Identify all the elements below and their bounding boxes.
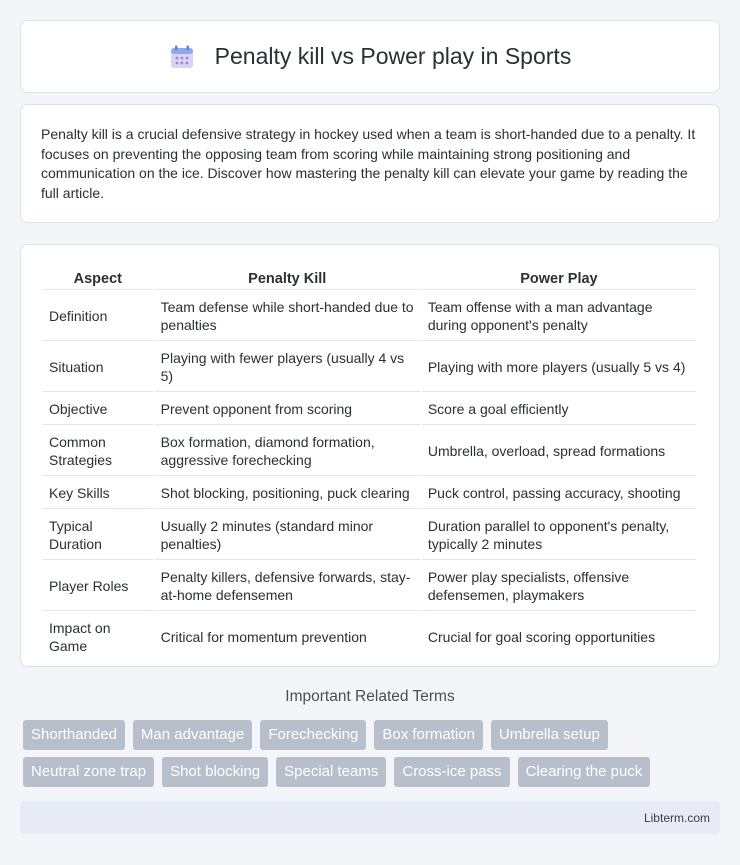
power-play-cell: Puck control, passing accuracy, shooting [422, 478, 696, 509]
power-play-cell: Umbrella, overload, spread formations [422, 427, 696, 476]
tag-special-teams[interactable]: Special teams [276, 757, 386, 787]
related-terms-title: Important Related Terms [285, 688, 455, 705]
aspect-cell: Player Roles [43, 562, 153, 611]
penalty-kill-cell: Shot blocking, positioning, puck clearing [155, 478, 420, 509]
header-aspect: Aspect [43, 267, 153, 290]
table-row [43, 478, 696, 509]
tag-shorthanded[interactable]: Shorthanded [23, 720, 125, 750]
power-play-cell: Duration parallel to opponent's penalty, typically 2 minutes [422, 511, 696, 560]
tag-man-advantage[interactable]: Man advantage [133, 720, 252, 750]
aspect-cell: Objective [43, 394, 153, 425]
intro-card [20, 104, 720, 223]
footer-site-link[interactable]: Libterm.com [643, 810, 710, 825]
tag-box-formation[interactable]: Box formation [374, 720, 483, 750]
power-play-cell: Power play specialists, offensive defensemen, playmakers [422, 562, 696, 611]
related-terms-list [23, 720, 723, 787]
tag-shot-blocking[interactable]: Shot blocking [162, 757, 268, 787]
penalty-kill-cell: Team defense while short-handed due to penalties [155, 292, 420, 341]
aspect-cell: Common Strategies [43, 427, 153, 476]
aspect-cell: Definition [43, 292, 153, 341]
penalty-kill-cell: Penalty killers, defensive forwards, stay-at-home defensemen [155, 562, 420, 611]
page-title: Penalty kill vs Power play in Sports [214, 43, 572, 69]
aspect-cell: Situation [43, 343, 153, 392]
tag-cross-ice-pass[interactable]: Cross-ice pass [394, 757, 509, 787]
table-header-row [43, 267, 696, 290]
tag-neutral-zone-trap[interactable]: Neutral zone trap [23, 757, 154, 787]
comparison-table [41, 265, 698, 663]
penalty-kill-cell: Playing with fewer players (usually 4 vs 5) [155, 343, 420, 392]
comparison-table-card [20, 244, 720, 667]
table-row [43, 394, 696, 425]
penalty-kill-cell: Prevent opponent from scoring [155, 394, 420, 425]
power-play-cell: Score a goal efficiently [422, 394, 696, 425]
footer [20, 801, 720, 834]
table-row [43, 427, 696, 476]
table-row [43, 613, 696, 661]
intro-text: Penalty kill is a crucial defensive strategy in hockey used when a team is short-handed due to a penalty. It focuses on preventing the opposing team from scoring while maintaining strong positioning and communication on the ice. Discover how mastering the penalty kill can elevate your game by reading the full article. [41, 126, 696, 201]
penalty-kill-cell: Box formation, diamond formation, aggressive forechecking [155, 427, 420, 476]
table-row [43, 292, 696, 341]
aspect-cell: Impact on Game [49, 620, 111, 654]
tag-clearing-the-puck[interactable]: Clearing the puck [518, 757, 651, 787]
tag-forechecking[interactable]: Forechecking [260, 720, 366, 750]
tag-umbrella-setup[interactable]: Umbrella setup [491, 720, 608, 750]
calendar-icon [169, 44, 195, 70]
header-card [20, 20, 720, 93]
table-row [43, 343, 696, 392]
table-row [43, 511, 696, 560]
aspect-cell: Key Skills [43, 478, 153, 509]
penalty-kill-cell: Critical for momentum prevention [160, 629, 367, 645]
power-play-cell: Team offense with a man advantage during opponent's penalty [422, 292, 696, 341]
header-power-play: Power Play [422, 267, 696, 290]
header-penalty-kill: Penalty Kill [155, 267, 420, 290]
power-play-cell: Playing with more players (usually 5 vs 4) [422, 343, 696, 392]
penalty-kill-cell: Usually 2 minutes (standard minor penalties) [155, 511, 420, 560]
aspect-cell: Typical Duration [43, 511, 153, 560]
power-play-cell: Crucial for goal scoring opportunities [427, 629, 656, 645]
table-row [43, 562, 696, 611]
